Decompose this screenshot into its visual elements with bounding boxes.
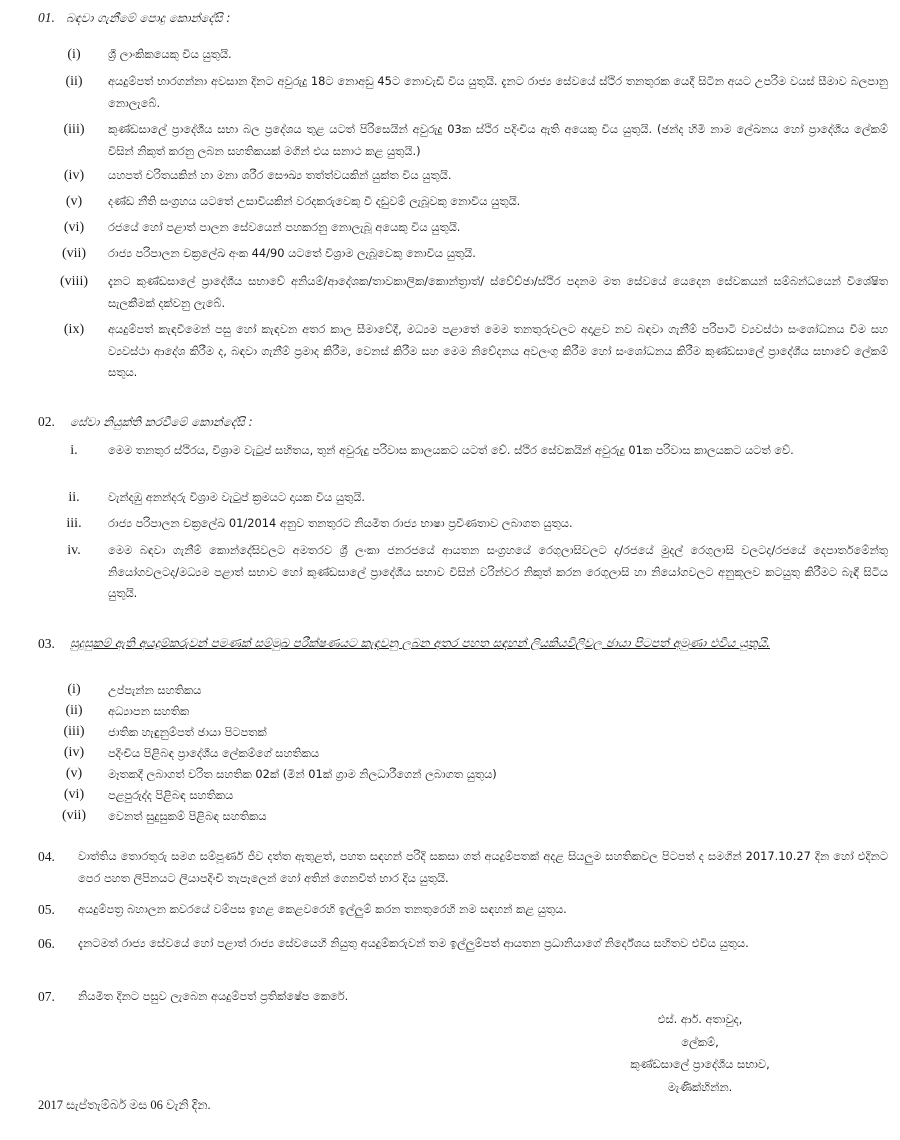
signature-title: ලේකම්,: [681, 1034, 719, 1049]
s3-item-numeral: (vii): [61, 808, 87, 823]
s2-item-text: වැන්දඹු අනන්දරු විශ්‍රාම වැටුප් ක්‍රමයට දායක විය යුතුයි.: [108, 490, 366, 504]
s3-item-text: අධ්‍යාපන සහතික: [108, 704, 190, 718]
section-03-title: සුදුසුකම් ඇති අයදුම්කරුවන් පමණක් සම්මුඛ පරීක්ෂණයට කැඳවනු ලබන අතර පහත සඳහන් ලියකියවිලිවල ඡායා පිටපත් අමුණා එවිය යුතුයි.: [70, 636, 771, 650]
section-07-number: 07.: [38, 989, 55, 1004]
s1-item-numeral: (vii): [61, 246, 87, 261]
s1-item-text: කුණ්ඩසාලේ ප්‍රාදේශීය සභා බල ප්‍රදේශය තුළ යටත් පිරිසෙයින් අවුරුදු 03ක ස්ථිර පදිංචිය ඇති අයෙකු විය යුතුයි. (ඡන්ද හිමි නාම ලේඛනය හෝ ප්‍රාදේශීය ලේකම් විසින් නිකුත් කරනු ලබන සහතිකයක් මගින් එය සනාථ කළ යුතුයි.): [108, 122, 888, 158]
section-05-text: අයදුම්පත්‍ර බහාලන කවරයේ වම්පස ඉහළ කෙළවරෙහි ඉල්ලුම් කරන තනතුරෙහි නම සඳහන් කළ යුතුය.: [78, 902, 567, 916]
section-04-number: 04.: [38, 849, 55, 864]
s3-item-numeral: (iii): [63, 724, 85, 739]
section-02-title: සේවා නියුක්ති කරවීමේ කොන්දේසි :: [70, 415, 253, 429]
s2-item-numeral: iv.: [67, 543, 81, 558]
s1-item-numeral: (vi): [63, 220, 85, 235]
section-07-text: නියමිත දිනට පසුව ලැබෙන අයදුම්පත් ප්‍රතික්ෂේප කෙරේ.: [78, 989, 349, 1003]
s1-item-numeral: (iv): [63, 168, 85, 183]
section-01-number: 01.: [38, 10, 55, 25]
s1-item-text: යහපත් චරිතයකින් හා මනා ශරීර සෞඛ්‍ය තත්ත්වයකින් යුක්ත විය යුතුයි.: [108, 168, 452, 182]
s3-item-text: උප්පැන්න සහතිකය: [108, 683, 202, 697]
section-05-number: 05.: [38, 902, 55, 917]
signature-office: කුණ්ඩසාලේ ප්‍රාදේශීය සභාව,: [630, 1057, 770, 1071]
s3-item-numeral: (v): [65, 766, 83, 781]
s1-item-text: ශ්‍රී ලාංකිකයෙකු විය යුතුයි.: [108, 47, 232, 61]
section-06-text: දැනටමත් රාජ්‍ය සේවයේ හෝ පළාත් රාජ්‍ය සේවයෙහි නියුතු අයදුම්කරුවන් තම ඉල්ලුම්පත් ආයතන ප්‍රධානියාගේ නිර්දේශය සහිතව එවිය යුතුය.: [78, 936, 749, 950]
s3-item-text: පදිංචිය පිළිබඳ ප්‍රාදේශීය ලේකම්ගේ සහතිකය: [108, 746, 320, 760]
s2-item-text: මෙම බඳවා ගැනීම් කොන්දේසිවලට අමතරව ශ්‍රී ලංකා ජනරජයේ ආයතන සංග්‍රහයේ රෙගුලාසිවලට ද/රජයේ මුදල් රෙගුලාසි වලටද/රජයේ දෙපාර්තමේන්තු නියෝගවලටද/මධ්‍යම පළාත් සභාව හෝ කුණ්ඩසාලේ ප්‍රාදේශීය සභාව විසින් වරින්වර නිකුත් කරන රෙගුලාසි හා නියෝගවලට අනුකූලව කටයුතු කිරීමට බැඳී සිටිය යුතුයි.: [108, 543, 888, 600]
s3-item-text: මෑතකදී ලබාගත් චරිත සහතික 02ක් (මින් 01ක් ග්‍රාම නිලධාරීගෙන් ලබාගත යුතුය): [108, 767, 497, 781]
s2-item-text: මෙම තනතුර ස්ථිරය, විශ්‍රාම වැටුප් සහිතය, තුන් අවුරුදු පරිවාස කාලයකට යටත් වේ. ස්ථිර සේවකයින් අවුරුදු 01ක පරිවාස කාලයකට යටත් වේ.: [108, 443, 794, 457]
s1-item-numeral: (viii): [60, 274, 88, 289]
document-date: 2017 සැප්තැම්බර් මස 06 වැනි දින.: [38, 1098, 211, 1112]
s1-item-text: දණ්ඩ නීති සංග්‍රහය යටතේ උසාවියකින් වරදකරුවෙකු වී දඩුවම් ලැබූවකු නොවිය යුතුයි.: [108, 194, 521, 208]
s2-item-numeral: i.: [70, 443, 78, 458]
signature-block: [560, 1008, 840, 1098]
section-02-number: 02.: [38, 414, 55, 429]
s1-item-numeral: (ii): [65, 74, 83, 89]
s2-item-numeral: ii.: [68, 490, 80, 505]
s1-item-numeral: (i): [67, 47, 81, 62]
s1-item-numeral: (ix): [63, 322, 85, 337]
section-01-title: බඳවා ගැනීමේ පොදු කොන්දේසි :: [66, 11, 231, 25]
s3-item-text: වෙනත් සුදුසුකම් පිළිබඳ සහතිකය: [108, 809, 267, 823]
section-04-text: වාත්තිය තොරතුරු සමග සම්පූර්ණ ජීව දත්ත ඇතුළත්, පහත සඳහන් පරිදි සකසා ගත් අයදුම්පතක් අදළ සියලුම සහතිකවල පිටපත් ද සමගින් 2017.10.27 දින හෝ එදිනට පෙර පහත ලිපිනයට ලියාපදිංචි තැපෑලෙන් හෝ අතින් ගෙනවිත් භාර දිය යුතුයි.: [78, 849, 888, 885]
s1-item-numeral: (iii): [63, 122, 85, 137]
signature-name: එස්. ආර්. අතාවුද,: [657, 1012, 743, 1026]
section-06-number: 06.: [38, 936, 55, 951]
s1-item-text: අයදුම්පත් භාරගන්නා අවසාන දිනට අවුරුදු 18ට නොඅඩු 45ට නොවැඩි විය යුතුයි. දැනට රාජ්‍ය සේවයේ ස්ථිර තනතුරක යෙදී සිටින අයට උපරිම වයස් සීමාව බලපානු නොලැබේ.: [108, 74, 888, 110]
s1-item-text: රාජ්‍ය පරිපාලන චක්‍රලේඛ අංක 44/90 යටතේ විශ්‍රාම ලැබූවෙකු නොවිය යුතුයි.: [108, 246, 476, 260]
s1-item-text: රජයේ හෝ පළාත් පාලන සේවයෙන් පහකරනු නොලැබූ අයෙකු විය යුතුයි.: [108, 220, 461, 234]
s2-item-numeral: iii.: [66, 516, 82, 531]
s1-item-text: අයදුම්පත් කැඳවීමෙන් පසු හෝ කැඳවන අතර කාල සීමාවේදී, මධ්‍යම පළාතේ මෙම තනතුරුවලට අදාළව නව බඳවා ගැනීම් පරිපාටි ව්‍යවස්ථා සංශෝධනය වීම සහ ව්‍යවස්ථා ආදේශ කිරීම ද, බඳවා ගැනීම් ප්‍රමාද කිරීම, වෙනස් කිරීම සහ මෙම නිවේදනය අවලංගු කිරීම හෝ සංශෝධනය කිරීම කුණ්ඩසාලේ ප්‍රාදේශීය සභාවේ ලේකම් සතුය.: [108, 322, 888, 379]
s3-item-numeral: (i): [67, 682, 81, 697]
s1-item-numeral: (v): [65, 194, 83, 209]
section-03-number: 03.: [38, 636, 55, 651]
signature-place: මැණික්හින්න.: [667, 1079, 733, 1094]
s3-item-text: පළපුරුද්ද පිළිබඳ සහතිකය: [108, 788, 234, 802]
s3-item-numeral: (vi): [63, 787, 85, 802]
s3-item-text: ජාතික හැඳුනුම්පත් ඡායා පිටපතක්: [108, 725, 267, 739]
s2-item-text: රාජ්‍ය පරිපාලන චක්‍රලේඛ 01/2014 අනුව තනතුරට නියමිත රාජ්‍ය භාෂා ප්‍රවීණතාව ලබාගත යුතුය.: [108, 516, 573, 530]
s3-item-numeral: (iv): [63, 745, 85, 760]
s1-item-text: දැනට කුණ්ඩසාලේ ප්‍රාදේශීය සභාවේ අනියම්/ආදේශක/තාවකාලික/කොන්ත්‍රාත්/ ස්වේච්ඡා/ස්ථිර පදනම මත සේවයේ යෙදෙන සේවකයන් සම්බන්ධයෙන් විශේෂිත සැලකීමක් දක්වනු ලැබේ.: [108, 274, 888, 310]
s3-item-numeral: (ii): [65, 703, 83, 718]
